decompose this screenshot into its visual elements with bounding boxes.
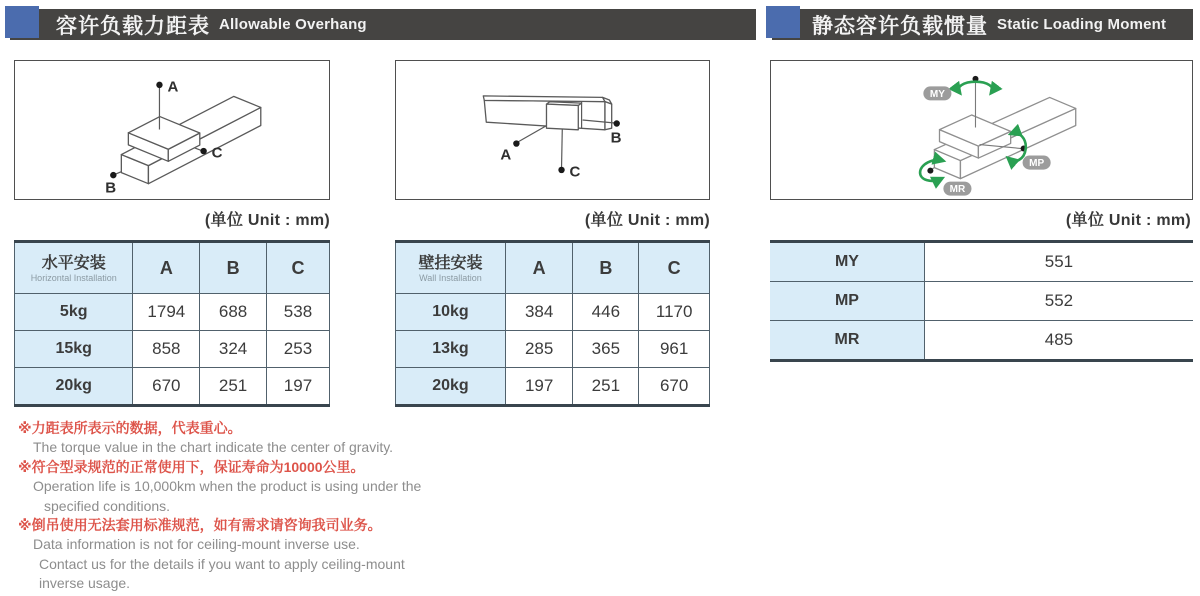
value-cell: 858	[133, 331, 200, 368]
section-title-en: Static Loading Moment	[997, 16, 1167, 33]
dimension-label-a: A	[500, 146, 512, 164]
rail-front-face	[484, 100, 605, 129]
diagram-horizontal-installation	[14, 60, 330, 200]
dimension-label-c: C	[569, 163, 581, 181]
table-row	[770, 282, 1193, 321]
moment-label-mr: MR	[770, 321, 924, 361]
moment-value-mp: 552	[924, 282, 1193, 321]
row-label: 10kg	[396, 294, 506, 331]
dimension-label-a: A	[167, 78, 179, 96]
column-header-a: A	[133, 242, 200, 294]
table-row	[15, 368, 330, 406]
footnote-zh: ※力距表所表示的数据，代表重心。	[18, 420, 242, 436]
dimension-dot-c	[558, 167, 564, 173]
table-row	[15, 294, 330, 331]
dimension-dot-b	[110, 172, 116, 178]
horizontal-installation-table	[14, 240, 330, 407]
dimension-label-b: B	[105, 179, 117, 197]
value-cell: 538	[266, 294, 329, 331]
my-badge-label: MY	[929, 88, 945, 100]
static-moment-table	[770, 240, 1193, 362]
row-label: 20kg	[396, 368, 506, 406]
value-cell: 670	[639, 368, 710, 406]
moment-value-mr: 485	[924, 321, 1193, 361]
footnote-en: Operation life is 10,000km when the product is using under the	[33, 478, 422, 495]
dimension-dot-a	[156, 82, 162, 88]
value-cell: 285	[505, 331, 573, 368]
footnote-en: Data information is not for ceiling-mount inverse use.	[33, 536, 360, 553]
value-cell: 324	[200, 331, 267, 368]
carriage-front-face	[546, 104, 578, 130]
unit-label-moment: (单位 Unit : mm)	[1065, 212, 1191, 229]
moment-label-mp: MP	[770, 282, 924, 321]
section-title-en: Allowable Overhang	[219, 16, 367, 33]
footnote-zh: ※符合型录规范的正常使用下，保证寿命为10000公里。	[18, 458, 365, 475]
value-cell: 670	[133, 368, 200, 406]
table-row	[396, 294, 710, 331]
column-header-a: A	[505, 242, 573, 294]
table-header-row	[396, 242, 710, 294]
value-cell: 1170	[639, 294, 710, 331]
mount-type-en: Wall Installation	[419, 272, 482, 283]
moment-rail-drawing	[771, 61, 1192, 199]
row-label: 20kg	[15, 368, 133, 406]
moment-value-my: 551	[924, 242, 1193, 282]
footnotes	[18, 419, 496, 594]
table-header-row	[15, 242, 330, 294]
mount-type-zh: 水平安装	[41, 254, 106, 272]
table-corner-cell	[396, 242, 506, 294]
diagram-wall-installation	[395, 60, 710, 200]
value-cell: 365	[573, 331, 639, 368]
footnote-zh: ※倒吊使用无法套用标准规范，如有需求请咨询我司业务。	[18, 517, 382, 534]
table-row	[15, 331, 330, 368]
value-cell: 961	[639, 331, 710, 368]
table-row	[396, 368, 710, 406]
column-header-c: C	[639, 242, 710, 294]
value-cell: 197	[505, 368, 573, 406]
value-cell: 197	[266, 368, 329, 406]
value-cell: 384	[505, 294, 573, 331]
value-cell: 688	[200, 294, 267, 331]
rail-end-face	[605, 102, 612, 130]
value-cell: 1794	[133, 294, 200, 331]
column-header-b: B	[573, 242, 639, 294]
value-cell: 446	[573, 294, 639, 331]
column-header-c: C	[266, 242, 329, 294]
dimension-dot-a	[513, 140, 519, 146]
section-header-allowable-overhang	[10, 9, 756, 40]
dimension-dot-b	[613, 120, 619, 126]
dimension-line-b	[115, 172, 121, 175]
accent-square-right	[766, 6, 800, 38]
mount-type-en: Horizontal Installation	[30, 272, 117, 283]
footnote-en: Contact us for the details if you want to apply ceiling-mount	[39, 555, 405, 572]
table-corner-cell	[15, 242, 133, 294]
footnote-en: inverse usage.	[39, 575, 131, 592]
moment-label-my: MY	[770, 242, 924, 282]
wall-installation-table	[395, 240, 710, 407]
column-header-b: B	[200, 242, 267, 294]
row-label: 5kg	[15, 294, 133, 331]
section-title-zh: 容许负载力距表	[56, 14, 210, 38]
table-row	[770, 321, 1193, 361]
section-header-static-loading-moment	[772, 9, 1193, 40]
dimension-label-b: B	[610, 129, 622, 147]
value-cell: 251	[200, 368, 267, 406]
accent-square-left	[5, 6, 39, 38]
table-row	[396, 331, 710, 368]
value-cell: 253	[266, 331, 329, 368]
footnote-en: The torque value in the chart indicate the center of gravity.	[33, 439, 394, 456]
table-row	[770, 242, 1193, 282]
dimension-label-c: C	[211, 144, 223, 162]
horizontal-rail-drawing	[15, 61, 329, 199]
dimension-dot-c	[200, 148, 206, 154]
unit-label-horizontal: (单位 Unit : mm)	[204, 212, 330, 229]
unit-label-wall: (单位 Unit : mm)	[584, 212, 710, 229]
diagram-static-moment	[770, 60, 1193, 200]
section-title-zh: 静态容许负载惯量	[812, 14, 988, 38]
wall-rail-drawing	[396, 61, 709, 199]
row-label: 13kg	[396, 331, 506, 368]
mount-type-zh: 壁挂安装	[418, 254, 483, 272]
mr-badge-label: MR	[949, 184, 966, 196]
roll-axis-dot	[927, 168, 933, 174]
rail-top-face	[483, 96, 605, 102]
mp-badge-label: MP	[1029, 158, 1045, 170]
value-cell: 251	[573, 368, 639, 406]
footnote-en: specified conditions.	[44, 497, 171, 514]
row-label: 15kg	[15, 331, 133, 368]
